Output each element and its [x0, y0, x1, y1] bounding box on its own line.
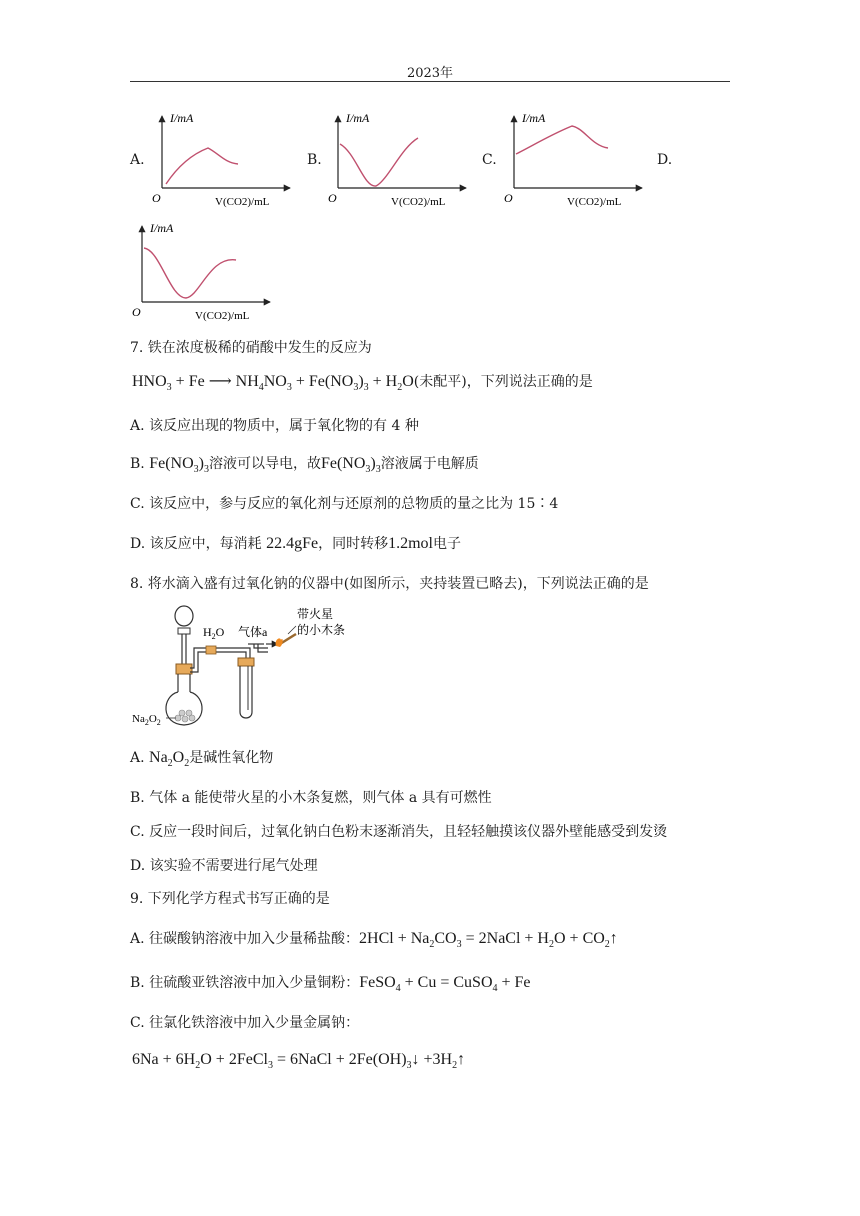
q7-equation: $HNO_3 + Fe$ ⟶ $NH_4NO_3 + Fe(NO_3)_3 + H_2O$(未配平)，下列说法正确的是	[132, 373, 593, 394]
q6-curve-b	[340, 138, 418, 186]
q6-graph-c	[502, 108, 652, 208]
q6-a-x-label: V(CO2)/mL	[215, 196, 270, 208]
q7-option-b-text-2: 溶液属于电解质	[380, 456, 479, 472]
label-splint-line-1: 带火星	[297, 607, 334, 621]
q7-option-d-mid: ，同时转移	[318, 536, 389, 552]
tube-connector	[206, 646, 216, 654]
q7-option-d-lead: D. 该反应中，每消耗	[130, 536, 262, 552]
q7-option-b-letter: B.	[130, 456, 145, 472]
q6-b-origin: O	[328, 191, 337, 205]
q7-option-d-mass: 22.4gFe	[266, 535, 319, 552]
q6-d-y-label: I/mA	[150, 221, 174, 235]
q8-option-a-letter: A.	[130, 750, 145, 766]
header-rule	[130, 81, 730, 82]
q9-option-b-text: B. 往硫酸亚铁溶液中加入少量铜粉：	[130, 975, 360, 991]
q8-option-c: C. 反应一段时间后，过氧化钠白色粉末逐渐消失，且轻轻触摸该仪器外壁能感受到发烫	[130, 824, 668, 840]
q6-option-a-label: A.	[130, 152, 145, 168]
q6-option-d-label: D.	[657, 152, 673, 168]
q7-option-d-mol: 1.2mol	[388, 535, 433, 552]
funnel-stopcock	[178, 628, 190, 634]
page-header-year: 2023年	[406, 66, 454, 81]
q8-stem: 8. 将水滴入盛有过氧化钠的仪器中(如图所示，夹持装置已略去)，下列说法正确的是	[130, 576, 649, 592]
q7-equation-note: (未配平)，下列说法正确的是	[413, 374, 593, 390]
q8-option-d: D. 该实验不需要进行尾气处理	[130, 858, 318, 874]
q6-b-y-label: I/mA	[346, 111, 370, 125]
q6-curve-c	[516, 126, 608, 154]
q7-option-c: C. 该反应中，参与反应的氧化剂与还原剂的总物质的量之比为 15∶4	[130, 496, 559, 512]
q6-graph-a	[150, 108, 300, 208]
q9-option-a: A. 往碳酸钠溶液中加入少量稀盐酸：$2HCl + Na_2CO_3$ = 2NaCl + $H_2O$ + $CO_2↑$	[130, 930, 618, 951]
label-splint-line-2: 的小木条	[297, 623, 346, 637]
q6-c-x-label: V(CO2)/mL	[567, 196, 622, 208]
q9-option-c: C. 往氯化铁溶液中加入少量金属钠：	[130, 1015, 360, 1031]
q7-option-d	[130, 534, 461, 554]
q6-c-y-label: I/mA	[522, 111, 546, 125]
q8-option-a-text: 是碱性氧化物	[189, 750, 274, 766]
q7-option-b: B. $Fe(NO_3)_3$溶液可以导电，故$Fe(NO_3)_3$溶液属于电解质	[130, 455, 479, 476]
q7-option-d-end: 电子	[432, 536, 461, 552]
q6-d-x-label: V(CO2)/mL	[195, 310, 250, 322]
flask-stopper	[176, 664, 192, 674]
q7-option-b-text-1: 溶液可以导电，故	[208, 456, 321, 472]
q6-d-origin: O	[132, 305, 141, 319]
q6-graph-b	[326, 108, 476, 208]
q6-curve-d	[144, 248, 236, 298]
test-tube	[240, 666, 252, 718]
label-reagent: $Na_2O_2$	[132, 713, 161, 727]
q8-option-b: B. 气体 a 能使带火星的小木条复燃，则气体 a 具有可燃性	[130, 790, 492, 806]
q6-curve-a	[166, 148, 238, 184]
q8-apparatus-figure	[130, 604, 360, 728]
q6-a-origin: O	[152, 191, 161, 205]
q6-c-origin: O	[504, 191, 513, 205]
q6-option-b-label: B.	[307, 152, 322, 168]
q8-option-a: A. $Na_2O_2$是碱性氧化物	[130, 749, 274, 770]
tube-stopper	[238, 658, 254, 666]
q6-b-x-label: V(CO2)/mL	[391, 196, 446, 208]
q9-stem: 9. 下列化学方程式书写正确的是	[130, 891, 330, 907]
label-gas-a: 气体a	[238, 625, 268, 639]
q6-a-y-label: I/mA	[170, 111, 194, 125]
q7-stem: 7. 铁在浓度极稀的硝酸中发生的反应为	[130, 340, 372, 356]
label-water: $H_2O$	[203, 625, 225, 641]
q9-option-a-text: A. 往碳酸钠溶液中加入少量稀盐酸：	[130, 931, 360, 947]
q7-option-a: A. 该反应出现的物质中，属于氧化物的有 4 种	[130, 418, 419, 434]
q9-option-b: B. 往硫酸亚铁溶液中加入少量铜粉：FeSO$_4$ + Cu = CuSO$_4$ + Fe	[130, 974, 531, 995]
q9-option-c-equation: $6Na + 6H_2O$ + 2FeCl$_3$ = 6NaCl + $2Fe(OH)_3↓$ $+3H_2↑$	[132, 1051, 466, 1072]
q6-option-c-label: C.	[482, 152, 497, 168]
glowing-tip	[276, 638, 283, 647]
q6-graph-d	[130, 218, 280, 322]
